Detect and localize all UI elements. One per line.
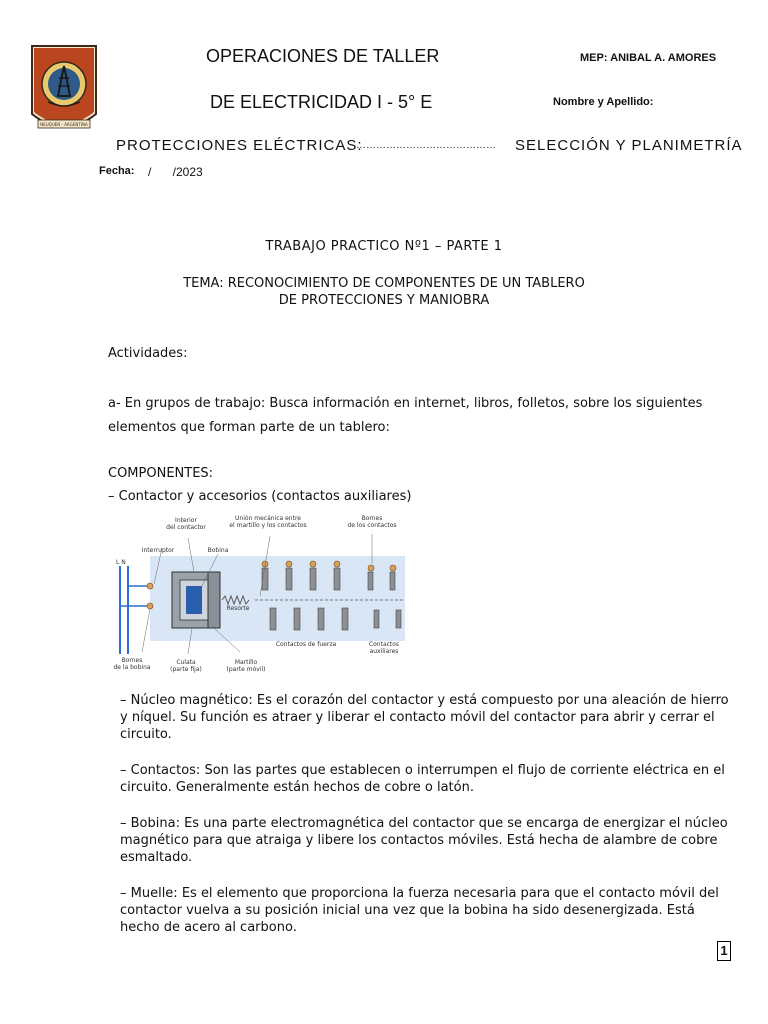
definition-nucleo: – Núcleo magnético: Es el corazón del contactor y está compuesto por una aleación de hierro y níquel. Su función es atraer y liberar el contacto móvil del contactor para abrir y cerrar el circuito.	[120, 693, 729, 742]
protecciones-heading: PROTECCIONES ELÉCTRICAS:	[116, 137, 363, 154]
label-ln: L N	[116, 559, 126, 566]
date-label: Fecha:	[99, 165, 135, 177]
activity-a: a- En grupos de trabajo: Busca información en internet, libros, folletos, sobre los siguientes elementos que forman parte de un tablero:	[108, 396, 703, 435]
date-value: / /2023	[148, 165, 203, 179]
topic-line1: TEMA: RECONOCIMIENTO DE COMPONENTES DE UN TABLERO	[183, 276, 585, 291]
school-logo	[30, 44, 98, 140]
label-union: Unión mecánica entre el martillo y los contactos	[229, 515, 307, 529]
label-auxiliares: Contactos auxiliares	[368, 641, 400, 655]
contactor-diagram	[110, 514, 412, 680]
topic	[0, 275, 768, 309]
label-bornes-bobina: Bornes de la bobina	[113, 657, 151, 671]
label-bobina: Bobina	[207, 547, 229, 554]
definition-contactos: – Contactos: Son las partes que establecen o interrumpen el flujo de corriente eléctrica en el circuito. Generalmente están hechos de cobre o latón.	[120, 763, 725, 795]
hammer	[208, 572, 220, 628]
title-line1: OPERACIONES DE TALLER	[206, 46, 440, 66]
components-label: COMPONENTES:	[108, 466, 214, 481]
label-resorte: Resorte	[226, 605, 250, 612]
seleccion-heading: SELECCIÓN Y PLANIMETRÍA	[515, 137, 743, 154]
label-fuerza: Contactos de fuerza	[275, 641, 337, 648]
label-interruptor: Interruptor	[141, 547, 175, 554]
practice-title: TRABAJO PRACTICO Nº1 – PARTE 1	[265, 239, 503, 254]
definition-bobina: – Bobina: Es una parte electromagnética del contactor que se encarga de energizar el núcleo magnético para que atraiga y libere los contactos móviles. Está hecha de alambre de cobre esmaltado.	[120, 816, 728, 865]
teacher-name: MEP: ANIBAL A. AMORES	[580, 52, 717, 64]
fill-in-blank: ……………………………………	[356, 140, 496, 151]
student-name-label: Nombre y Apellido:	[553, 96, 654, 108]
label-culata: Culata (parte fija)	[170, 659, 202, 673]
page-number: 1	[717, 941, 731, 961]
label-bornes-contactos: Bornes de los contactos	[347, 515, 397, 529]
label-interior: Interior del contactor	[166, 517, 206, 531]
topic-line2: DE PROTECCIONES Y MANIOBRA	[278, 293, 490, 308]
coil	[186, 586, 202, 614]
title-line2: DE ELECTRICIDAD I - 5° E	[210, 92, 433, 112]
activities-label: Actividades:	[108, 346, 188, 361]
logo-text: NEUQUEN - ARGENTINA	[40, 122, 88, 127]
definition-muelle: – Muelle: Es el elemento que proporciona la fuerza necesaria para que el contacto móvil del contactor vuelva a su posición inicial una vez que la bobina ha sido desenergizada. Está hecho de acero al carbono.	[120, 886, 719, 935]
label-martillo: Martillo (parte móvil)	[226, 659, 266, 673]
contactor-item: – Contactor y accesorios (contactos auxiliares)	[108, 489, 412, 504]
